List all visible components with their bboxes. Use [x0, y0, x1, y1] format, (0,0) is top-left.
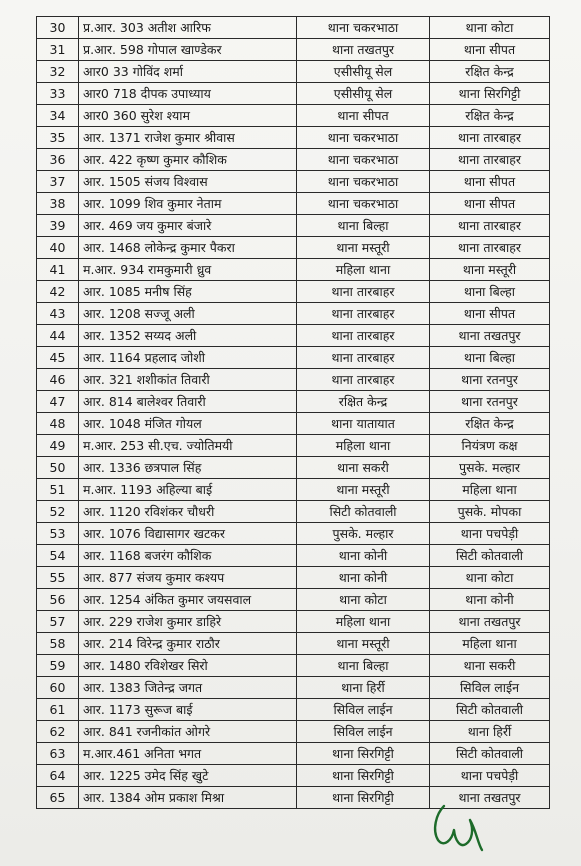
- to-posting-cell: थाना तखतपुर: [430, 325, 550, 347]
- to-posting-cell: थाना बिल्हा: [430, 281, 550, 303]
- table-row: [37, 611, 550, 633]
- handwritten-signature: [430, 800, 490, 855]
- from-posting-cell: थाना तखतपुर: [297, 39, 430, 61]
- from-posting-cell: सिविल लाईन: [297, 721, 430, 743]
- from-posting-cell: थाना मस्तूरी: [297, 633, 430, 655]
- serial-number-cell: 60: [37, 677, 79, 699]
- serial-number-cell: 46: [37, 369, 79, 391]
- employee-name-cell: प्र.आर. 303 अतीश आरिफ: [79, 17, 297, 39]
- serial-number-cell: 34: [37, 105, 79, 127]
- employee-name-cell: आर. 1120 रविशंकर चौधरी: [79, 501, 297, 523]
- to-posting-cell: रक्षित केन्द्र: [430, 413, 550, 435]
- from-posting-cell: थाना चकरभाठा: [297, 17, 430, 39]
- to-posting-cell: थाना सकरी: [430, 655, 550, 677]
- from-posting-cell: थाना सीपत: [297, 105, 430, 127]
- employee-name-cell: आर. 1336 छत्रपाल सिंह: [79, 457, 297, 479]
- employee-name-cell: आर. 1480 रविशेखर सिरो: [79, 655, 297, 677]
- serial-number-cell: 42: [37, 281, 79, 303]
- serial-number-cell: 57: [37, 611, 79, 633]
- from-posting-cell: थाना कोनी: [297, 545, 430, 567]
- employee-name-cell: आर. 1048 मंजित गोयल: [79, 413, 297, 435]
- from-posting-cell: एसीसीयू सेल: [297, 61, 430, 83]
- employee-name-cell: म.आर. 1193 अहिल्या बाई: [79, 479, 297, 501]
- employee-name-cell: आर. 1383 जितेन्द्र जगत: [79, 677, 297, 699]
- serial-number-cell: 33: [37, 83, 79, 105]
- serial-number-cell: 59: [37, 655, 79, 677]
- employee-name-cell: आर. 321 शशीकांत तिवारी: [79, 369, 297, 391]
- employee-name-cell: आर. 1076 विद्यासागर खटकर: [79, 523, 297, 545]
- table-row: [37, 193, 550, 215]
- table-row: [37, 281, 550, 303]
- serial-number-cell: 44: [37, 325, 79, 347]
- to-posting-cell: थाना सिरगिट्टी: [430, 83, 550, 105]
- to-posting-cell: थाना पचपेड़ी: [430, 523, 550, 545]
- to-posting-cell: थाना तारबाहर: [430, 127, 550, 149]
- from-posting-cell: महिला थाना: [297, 259, 430, 281]
- employee-name-cell: आर. 1208 सज्जू अली: [79, 303, 297, 325]
- from-posting-cell: पुसके. मल्हार: [297, 523, 430, 545]
- serial-number-cell: 64: [37, 765, 79, 787]
- table-row: [37, 237, 550, 259]
- to-posting-cell: सिविल लाईन: [430, 677, 550, 699]
- from-posting-cell: थाना तारबाहर: [297, 369, 430, 391]
- serial-number-cell: 54: [37, 545, 79, 567]
- table-row: [37, 479, 550, 501]
- to-posting-cell: थाना सीपत: [430, 193, 550, 215]
- to-posting-cell: पुसके. मल्हार: [430, 457, 550, 479]
- serial-number-cell: 63: [37, 743, 79, 765]
- table-row: [37, 721, 550, 743]
- serial-number-cell: 31: [37, 39, 79, 61]
- from-posting-cell: सिविल लाईन: [297, 699, 430, 721]
- to-posting-cell: सिटी कोतवाली: [430, 545, 550, 567]
- to-posting-cell: थाना सीपत: [430, 303, 550, 325]
- from-posting-cell: थाना मस्तूरी: [297, 237, 430, 259]
- from-posting-cell: थाना तारबाहर: [297, 325, 430, 347]
- to-posting-cell: थाना तखतपुर: [430, 611, 550, 633]
- employee-name-cell: आर0 360 सुरेश श्याम: [79, 105, 297, 127]
- from-posting-cell: थाना सिरगिट्टी: [297, 743, 430, 765]
- serial-number-cell: 53: [37, 523, 79, 545]
- employee-name-cell: आर. 1225 उमेद सिंह खुटे: [79, 765, 297, 787]
- to-posting-cell: सिटी कोतवाली: [430, 699, 550, 721]
- table-row: [37, 567, 550, 589]
- table-row: [37, 39, 550, 61]
- table-row: [37, 655, 550, 677]
- employee-name-cell: आर. 1468 लोकेन्द्र कुमार पैकरा: [79, 237, 297, 259]
- table-row: [37, 523, 550, 545]
- to-posting-cell: रक्षित केन्द्र: [430, 105, 550, 127]
- to-posting-cell: थाना तखतपुर: [430, 787, 550, 809]
- table-row: [37, 347, 550, 369]
- serial-number-cell: 36: [37, 149, 79, 171]
- serial-number-cell: 52: [37, 501, 79, 523]
- table-row: [37, 501, 550, 523]
- to-posting-cell: थाना बिल्हा: [430, 347, 550, 369]
- from-posting-cell: थाना मस्तूरी: [297, 479, 430, 501]
- employee-name-cell: आर. 1352 सय्यद अली: [79, 325, 297, 347]
- table-row: [37, 149, 550, 171]
- to-posting-cell: थाना कोनी: [430, 589, 550, 611]
- serial-number-cell: 45: [37, 347, 79, 369]
- from-posting-cell: थाना बिल्हा: [297, 655, 430, 677]
- employee-name-cell: आर. 229 राजेश कुमार डाहिरे: [79, 611, 297, 633]
- from-posting-cell: थाना बिल्हा: [297, 215, 430, 237]
- employee-name-cell: प्र.आर. 598 गोपाल खाण्डेकर: [79, 39, 297, 61]
- table-row: [37, 61, 550, 83]
- to-posting-cell: थाना सीपत: [430, 39, 550, 61]
- employee-name-cell: आर. 814 बालेश्वर तिवारी: [79, 391, 297, 413]
- table-row: [37, 105, 550, 127]
- table-row: [37, 633, 550, 655]
- employee-name-cell: आर. 1173 सुरूज बाई: [79, 699, 297, 721]
- from-posting-cell: महिला थाना: [297, 435, 430, 457]
- table-row: [37, 545, 550, 567]
- serial-number-cell: 58: [37, 633, 79, 655]
- serial-number-cell: 55: [37, 567, 79, 589]
- table-row: [37, 83, 550, 105]
- table-row: [37, 589, 550, 611]
- serial-number-cell: 49: [37, 435, 79, 457]
- to-posting-cell: थाना रतनपुर: [430, 391, 550, 413]
- from-posting-cell: थाना तारबाहर: [297, 347, 430, 369]
- table-row: [37, 457, 550, 479]
- employee-name-cell: आर. 1384 ओम प्रकाश मिश्रा: [79, 787, 297, 809]
- table-row: [37, 171, 550, 193]
- table-row: [37, 259, 550, 281]
- employee-name-cell: म.आर. 934 रामकुमारी ध्रुव: [79, 259, 297, 281]
- transfer-table-body: [37, 17, 550, 809]
- employee-name-cell: म.आर. 253 सी.एच. ज्योतिमयी: [79, 435, 297, 457]
- serial-number-cell: 30: [37, 17, 79, 39]
- table-row: [37, 765, 550, 787]
- to-posting-cell: नियंत्रण कक्ष: [430, 435, 550, 457]
- serial-number-cell: 40: [37, 237, 79, 259]
- employee-name-cell: आर. 214 विरेन्द्र कुमार राठौर: [79, 633, 297, 655]
- employee-name-cell: आर0 33 गोविंद शर्मा: [79, 61, 297, 83]
- from-posting-cell: एसीसीयू सेल: [297, 83, 430, 105]
- from-posting-cell: थाना चकरभाठा: [297, 193, 430, 215]
- to-posting-cell: थाना तारबाहर: [430, 215, 550, 237]
- employee-name-cell: आर. 1164 प्रहलाद जोशी: [79, 347, 297, 369]
- serial-number-cell: 50: [37, 457, 79, 479]
- to-posting-cell: थाना सीपत: [430, 171, 550, 193]
- serial-number-cell: 62: [37, 721, 79, 743]
- employee-name-cell: आर. 1168 बजरंग कौशिक: [79, 545, 297, 567]
- serial-number-cell: 61: [37, 699, 79, 721]
- serial-number-cell: 35: [37, 127, 79, 149]
- transfer-table: [36, 16, 550, 809]
- table-row: [37, 303, 550, 325]
- from-posting-cell: महिला थाना: [297, 611, 430, 633]
- to-posting-cell: सिटी कोतवाली: [430, 743, 550, 765]
- employee-name-cell: म.आर.461 अनिता भगत: [79, 743, 297, 765]
- from-posting-cell: थाना सिरगिट्टी: [297, 787, 430, 809]
- from-posting-cell: सिटी कोतवाली: [297, 501, 430, 523]
- table-row: [37, 215, 550, 237]
- serial-number-cell: 39: [37, 215, 79, 237]
- from-posting-cell: थाना कोनी: [297, 567, 430, 589]
- from-posting-cell: थाना हिर्री: [297, 677, 430, 699]
- to-posting-cell: थाना तारबाहर: [430, 149, 550, 171]
- serial-number-cell: 41: [37, 259, 79, 281]
- to-posting-cell: महिला थाना: [430, 479, 550, 501]
- to-posting-cell: थाना रतनपुर: [430, 369, 550, 391]
- employee-name-cell: आर. 422 कृष्ण कुमार कौशिक: [79, 149, 297, 171]
- table-row: [37, 369, 550, 391]
- serial-number-cell: 56: [37, 589, 79, 611]
- from-posting-cell: थाना सिरगिट्टी: [297, 765, 430, 787]
- from-posting-cell: थाना कोटा: [297, 589, 430, 611]
- table-row: [37, 391, 550, 413]
- employee-name-cell: आर. 1371 राजेश कुमार श्रीवास: [79, 127, 297, 149]
- serial-number-cell: 38: [37, 193, 79, 215]
- from-posting-cell: थाना तारबाहर: [297, 281, 430, 303]
- employee-name-cell: आर0 718 दीपक उपाध्याय: [79, 83, 297, 105]
- table-row: [37, 17, 550, 39]
- employee-name-cell: आर. 1085 मनीष सिंह: [79, 281, 297, 303]
- to-posting-cell: थाना तारबाहर: [430, 237, 550, 259]
- serial-number-cell: 47: [37, 391, 79, 413]
- table-row: [37, 743, 550, 765]
- from-posting-cell: थाना तारबाहर: [297, 303, 430, 325]
- from-posting-cell: थाना चकरभाठा: [297, 149, 430, 171]
- table-row: [37, 127, 550, 149]
- from-posting-cell: रक्षित केन्द्र: [297, 391, 430, 413]
- employee-name-cell: आर. 877 संजय कुमार कश्यप: [79, 567, 297, 589]
- to-posting-cell: थाना मस्तूरी: [430, 259, 550, 281]
- to-posting-cell: महिला थाना: [430, 633, 550, 655]
- table-row: [37, 699, 550, 721]
- to-posting-cell: थाना पचपेड़ी: [430, 765, 550, 787]
- employee-name-cell: आर. 1254 अंकित कुमार जयसवाल: [79, 589, 297, 611]
- from-posting-cell: थाना यातायात: [297, 413, 430, 435]
- to-posting-cell: थाना हिर्री: [430, 721, 550, 743]
- to-posting-cell: थाना कोटा: [430, 17, 550, 39]
- employee-name-cell: आर. 1099 शिव कुमार नेताम: [79, 193, 297, 215]
- to-posting-cell: थाना कोटा: [430, 567, 550, 589]
- from-posting-cell: थाना सकरी: [297, 457, 430, 479]
- employee-name-cell: आर. 841 रजनीकांत ओगरे: [79, 721, 297, 743]
- from-posting-cell: थाना चकरभाठा: [297, 127, 430, 149]
- serial-number-cell: 37: [37, 171, 79, 193]
- table-row: [37, 325, 550, 347]
- table-row: [37, 677, 550, 699]
- employee-name-cell: आर. 1505 संजय विश्वास: [79, 171, 297, 193]
- to-posting-cell: पुसके. मोपका: [430, 501, 550, 523]
- serial-number-cell: 43: [37, 303, 79, 325]
- from-posting-cell: थाना चकरभाठा: [297, 171, 430, 193]
- table-row: [37, 413, 550, 435]
- table-row: [37, 435, 550, 457]
- serial-number-cell: 32: [37, 61, 79, 83]
- employee-name-cell: आर. 469 जय कुमार बंजारे: [79, 215, 297, 237]
- to-posting-cell: रक्षित केन्द्र: [430, 61, 550, 83]
- serial-number-cell: 51: [37, 479, 79, 501]
- serial-number-cell: 48: [37, 413, 79, 435]
- serial-number-cell: 65: [37, 787, 79, 809]
